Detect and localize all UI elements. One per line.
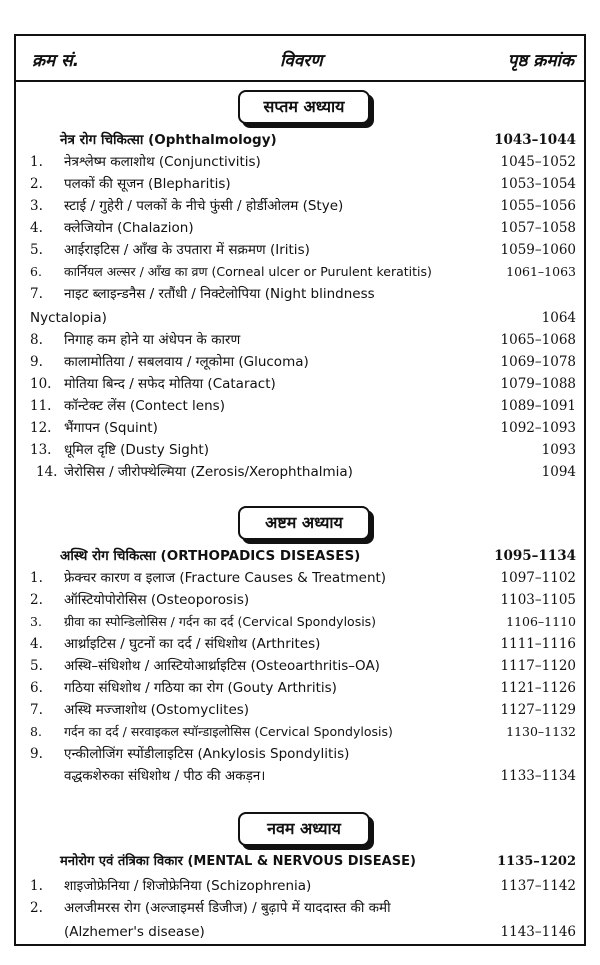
item-number: 8. — [30, 332, 43, 348]
list-item — [16, 329, 588, 351]
list-item — [16, 743, 588, 765]
item-pages: 1121–1126 — [500, 680, 576, 696]
list-item — [16, 283, 588, 305]
item-text: नेत्रश्लेष्म कलाशोथ (Conjunctivitis) — [64, 154, 261, 170]
item-number: 6. — [30, 264, 42, 279]
item-number: 3. — [30, 614, 42, 629]
item-number: 11. — [30, 398, 52, 414]
item-pages: 1143–1146 — [500, 924, 576, 940]
list-item — [16, 875, 588, 897]
contents-frame — [14, 34, 586, 946]
section-title — [16, 851, 588, 873]
item-text: ऑस्टियोपोरोसिस (Osteoporosis) — [64, 592, 250, 608]
list-item — [16, 417, 588, 439]
item-text: ग्रीवा का स्पोन्डिलोसिस / गर्दन का दर्द (Cervical Spondylosis) — [64, 614, 377, 629]
item-text: कार्नियल अल्सर / आँख का व्रण (Corneal ulcer or Purulent keratitis) — [64, 264, 432, 279]
item-text: गठिया संधिशोथ / गठिया का रोग (Gouty Arthritis) — [64, 680, 337, 696]
item-number: 14. — [36, 464, 58, 480]
item-text: स्टाई / गुहेरी / पलकों के नीचे फुंसी / होर्डीओलम (Stye) — [64, 198, 344, 214]
item-pages: 1137–1142 — [500, 878, 576, 894]
item-pages: 1093 — [541, 442, 576, 458]
item-text: अस्थि मज्जाशोथ (Ostomyclites) — [64, 702, 250, 718]
item-pages: 1061–1063 — [506, 264, 576, 279]
item-number: 9. — [30, 746, 43, 762]
section-title-text: मनोरोग एवं तंत्रिका विकार (MENTAL & NERVOUS DISEASE) — [60, 854, 416, 869]
item-number: 1. — [30, 878, 43, 894]
chapter-8-badge: अष्टम अध्याय — [238, 506, 370, 540]
item-number: 2. — [30, 900, 43, 916]
section-title-pages: 1095–1134 — [494, 548, 576, 564]
item-text: एन्कीलोजिंग स्पोंडीलाइटिस (Ankylosis Spondylitis) — [64, 746, 350, 762]
section-title-pages: 1135–1202 — [497, 854, 576, 869]
item-text: आर्थ्राइटिस / घुटनों का दर्द / संधिशोथ (Arthrites) — [64, 636, 321, 652]
list-item — [16, 239, 588, 261]
list-item-continuation — [16, 307, 588, 329]
item-number: 2. — [30, 592, 43, 608]
list-item — [16, 461, 588, 483]
item-pages: 1057–1058 — [500, 220, 576, 236]
section-title-pages: 1043–1044 — [494, 132, 576, 148]
list-item — [16, 373, 588, 395]
item-text: कालामोतिया / सबलवाय / ग्लूकोमा (Glucoma) — [64, 354, 309, 370]
list-item — [16, 589, 588, 611]
table-header — [16, 36, 584, 82]
item-text: Nyctalopia) — [30, 310, 107, 326]
list-item — [16, 721, 588, 743]
item-number: 4. — [30, 636, 43, 652]
item-pages: 1111–1116 — [500, 636, 576, 652]
item-number: 3. — [30, 198, 43, 214]
item-number: 8. — [30, 724, 42, 739]
item-pages: 1103–1105 — [500, 592, 576, 608]
chapter-9-badge: नवम अध्याय — [238, 812, 370, 846]
item-pages: 1079–1088 — [500, 376, 576, 392]
item-text: पलकों की सूजन (Blepharitis) — [64, 176, 231, 192]
list-item — [16, 439, 588, 461]
item-pages: 1059–1060 — [500, 242, 576, 258]
list-item — [16, 151, 588, 173]
item-number: 4. — [30, 220, 43, 236]
section-title — [16, 129, 588, 151]
item-text: कॉन्टेक्ट लेंस (Contect lens) — [64, 398, 225, 414]
list-item — [16, 217, 588, 239]
item-text: नाइट ब्लाइन्डनैस / रतौंधी / निक्टेलोपिया (Night blindness — [64, 286, 375, 302]
item-text: धूमिल दृष्टि (Dusty Sight) — [64, 442, 209, 458]
list-item — [16, 699, 588, 721]
header-serial: क्रम सं. — [32, 51, 80, 71]
list-item — [16, 173, 588, 195]
item-pages: 1053–1054 — [500, 176, 576, 192]
section-title-text: नेत्र रोग चिकित्सा (Ophthalmology) — [60, 132, 277, 148]
item-number: 1. — [30, 154, 43, 170]
item-number: 1. — [30, 570, 43, 586]
item-pages: 1094 — [541, 464, 576, 480]
item-text: शाइजोफ्रेनिया / शिजोफ्रेनिया (Schizophrenia) — [64, 878, 312, 894]
list-item — [16, 655, 588, 677]
list-item — [16, 567, 588, 589]
list-item — [16, 677, 588, 699]
header-description: विवरण — [280, 51, 323, 71]
list-item-continuation — [16, 765, 588, 787]
item-number: 5. — [30, 658, 43, 674]
item-number: 5. — [30, 242, 43, 258]
item-pages: 1065–1068 — [500, 332, 576, 348]
item-text: अलजीमरस रोग (अल्जाइमर्स डिजीज) / बुढ़ापे में याददास्त की कमी — [64, 900, 391, 916]
item-pages: 1117–1120 — [500, 658, 576, 674]
item-number: 7. — [30, 702, 43, 718]
item-number: 6. — [30, 680, 43, 696]
item-number: 2. — [30, 176, 43, 192]
list-item — [16, 395, 588, 417]
item-text: क्लेजियोन (Chalazion) — [64, 220, 194, 236]
list-item — [16, 261, 588, 283]
item-text: फ्रेक्चर कारण व इलाज (Fracture Causes & Treatment) — [64, 570, 387, 586]
list-item-continuation — [16, 921, 588, 943]
item-text: निगाह कम होने या अंधेपन के कारण — [64, 332, 241, 348]
item-number: 12. — [30, 420, 52, 436]
item-number: 13. — [30, 442, 52, 458]
item-pages: 1130–1132 — [506, 724, 576, 739]
header-page-number: पृष्ठ क्रमांक — [507, 51, 574, 71]
item-pages: 1055–1056 — [500, 198, 576, 214]
item-pages: 1045–1052 — [500, 154, 576, 170]
item-text: आईराइटिस / आँख के उपतारा में सक्रमण (Iritis) — [64, 242, 310, 258]
list-item — [16, 633, 588, 655]
item-pages: 1069–1078 — [500, 354, 576, 370]
item-pages: 1097–1102 — [500, 570, 576, 586]
list-item — [16, 195, 588, 217]
section-title-text: अस्थि रोग चिकित्सा (ORTHOPADICS DISEASES) — [60, 548, 361, 564]
item-text: भैंगापन (Squint) — [64, 420, 158, 436]
item-pages: 1133–1134 — [500, 768, 576, 784]
list-item — [16, 897, 588, 919]
item-number: 10. — [30, 376, 52, 392]
item-text: मोतिया बिन्द / सफेद मोतिया (Cataract) — [64, 376, 276, 392]
item-text: अस्थि–संधिशोथ / आस्टियोआर्थ्राइटिस (Osteoarthritis–OA) — [64, 658, 380, 674]
item-pages: 1064 — [541, 310, 576, 326]
item-pages: 1092–1093 — [500, 420, 576, 436]
list-item — [16, 611, 588, 633]
list-item — [16, 351, 588, 373]
item-text: (Alzhemer's disease) — [64, 924, 205, 940]
section-title — [16, 545, 588, 567]
item-number: 9. — [30, 354, 43, 370]
chapter-7-badge: सप्तम अध्याय — [238, 90, 370, 124]
item-pages: 1106–1110 — [506, 614, 576, 629]
item-pages: 1127–1129 — [500, 702, 576, 718]
item-text: गर्दन का दर्द / सरवाइकल स्पॉन्डाइलोसिस (Cervical Spondylosis) — [64, 724, 393, 739]
item-text: वद्धकशेरुका संधिशोथ / पीठ की अकड़न। — [64, 768, 266, 784]
item-text: जेरोसिस / जीरोफ्थेल्मिया (Zerosis/Xerophthalmia) — [64, 464, 353, 480]
item-number: 7. — [30, 286, 43, 302]
item-pages: 1089–1091 — [500, 398, 576, 414]
